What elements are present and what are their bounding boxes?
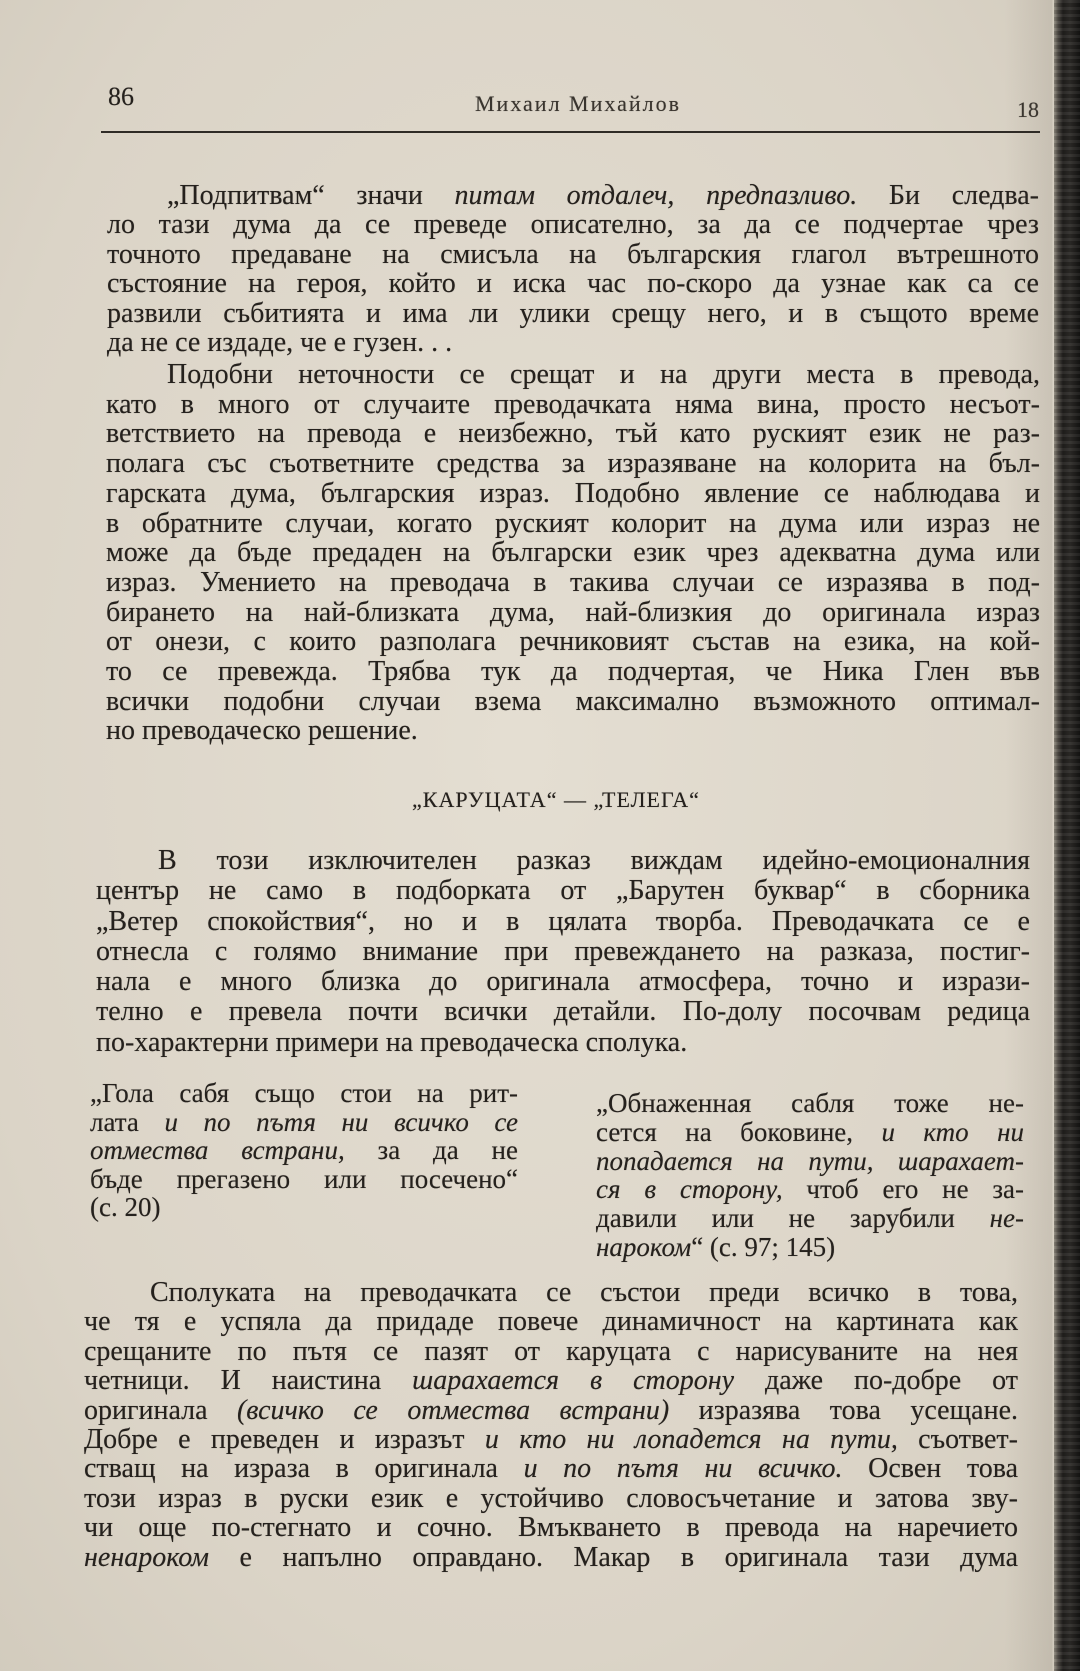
text-run: център не само в подборката от „Барутен буквар“ в сборника (96, 875, 1030, 907)
section-heading: „КАРУЦАТА“ — „ТЕЛЕГА“ (412, 787, 700, 812)
text-run: гарската дума, българския израз. Подобно явление се наблюдава и (106, 477, 1040, 509)
text-run: ло тази дума да се преведе описателно, за да се подчертае чрез (107, 209, 1039, 241)
text-run: но преводаческо решение. (106, 715, 418, 747)
text-run: полага със съответните средства за изразяване на колорита на бъл- (106, 448, 1040, 480)
text-line (84, 1278, 1018, 1307)
text-line (106, 568, 1040, 598)
text-line (96, 967, 1030, 997)
text-line (106, 479, 1040, 509)
text-run: Освен това (842, 1453, 1019, 1485)
quote-translation-column (596, 1089, 1024, 1262)
text-run: Добре е преведен и изразът (84, 1424, 485, 1456)
text-line (596, 1147, 1024, 1176)
text-line (107, 299, 1039, 328)
text-run: да не се издаде, че е гузен. . . (107, 327, 453, 359)
text-line (106, 538, 1040, 568)
text-line (90, 1079, 518, 1108)
text-run: (с. 20) (90, 1192, 161, 1222)
text-run: отнесла с голямо внимание при превеждането на разказа, постиг- (96, 935, 1030, 967)
text-line (106, 657, 1040, 687)
running-head: Михаил Михайлов (474, 91, 681, 116)
text-line (106, 716, 1040, 746)
text-run: даже по-добре от (734, 1365, 1018, 1397)
text-line (107, 210, 1039, 239)
text-run: чтоб его не за- (782, 1174, 1024, 1205)
italic-text: ся в сторону, (596, 1174, 783, 1205)
text-line (106, 598, 1040, 628)
text-line (84, 1543, 1018, 1572)
text-run: “ (с. 97; 145) (691, 1231, 836, 1262)
text-run: четници. И наистина (84, 1365, 413, 1397)
text-line (106, 509, 1040, 539)
italic-text: и кто ни (881, 1116, 1024, 1147)
text-run: бъде прегазено или посечено“ (90, 1163, 518, 1194)
text-line (596, 1118, 1024, 1147)
text-run: съответ- (897, 1424, 1018, 1456)
text-line (96, 937, 1030, 967)
text-run: този израз в руски език е устойчиво словосъчетание и затова зву- (84, 1482, 1018, 1514)
text-line (106, 687, 1040, 717)
text-line (107, 328, 1039, 357)
text-line (107, 269, 1039, 298)
italic-text: ненароком (84, 1541, 210, 1573)
text-line (596, 1175, 1024, 1204)
text-run: е напълно оправдано. Макар в оригинала тази дума (209, 1541, 1018, 1573)
body-paragraph (107, 181, 1039, 357)
italic-text: отмества встрани, (90, 1135, 345, 1165)
text-run: чи още по-стегнато и сочно. Вмъкването в превода на наречието (84, 1512, 1018, 1544)
text-run: изразява това усещане. (669, 1394, 1019, 1426)
text-run: „Обнаженная сабля тоже не- (596, 1088, 1024, 1118)
corner-mark: 18 (1017, 97, 1039, 122)
text-run: оригинала (84, 1394, 237, 1426)
text-run: сется на боковине, (596, 1116, 882, 1147)
text-line (96, 1028, 1030, 1058)
text-run: „Гола сабя също стои на рит- (90, 1078, 518, 1108)
text-run: Би следва- (857, 180, 1039, 211)
text-run: че тя е успяла да придаде повече динамичност на картината как (84, 1306, 1018, 1338)
text-line (106, 360, 1040, 390)
text-run: нала е много близка до оригинала атмосфера, точно и изрази- (96, 966, 1030, 998)
text-line (84, 1307, 1018, 1336)
text-line (90, 1165, 518, 1194)
text-run: за да не (344, 1135, 518, 1165)
text-line (596, 1204, 1024, 1233)
text-run: израз. Умението на преводача в такива случаи се изразява в под- (106, 566, 1040, 598)
text-line (107, 181, 1039, 210)
text-line (596, 1089, 1024, 1118)
header-rule (101, 131, 1040, 133)
text-line (96, 846, 1030, 876)
text-line (90, 1136, 518, 1165)
text-run: всички подобни случаи взема максимално възможното оптимал- (106, 685, 1040, 717)
text-run: Подобни неточности се срещат и на други места в превода, (167, 359, 1040, 390)
italic-text: попадается на пути, шарахает- (596, 1145, 1024, 1176)
text-run: телно е превела почти всички детайли. По-долу посочвам редица (96, 996, 1030, 1028)
text-line (106, 449, 1040, 479)
text-line (84, 1337, 1018, 1366)
text-line (84, 1454, 1018, 1483)
text-line (84, 1396, 1018, 1425)
text-run: може да бъде предаден на български език чрез адекватна дума или (106, 537, 1040, 569)
text-run: В този изключителен разказ виждам идейно-емоционалния (158, 845, 1030, 876)
text-run: в обратните случаи, когато руският колорит на дума или израз не (106, 507, 1040, 539)
text-line (84, 1425, 1018, 1454)
body-paragraph (96, 846, 1030, 1058)
text-run: бирането на най-близката дума, най-близкия до оригинала израз (106, 596, 1040, 628)
text-run: точното предаване на смисъла на българския глагол вътрешното (107, 238, 1039, 270)
text-run: лата (90, 1106, 165, 1137)
body-paragraph (106, 360, 1040, 746)
text-run: състояние на героя, който и иска час по-скоро да узнае как са се (107, 268, 1039, 300)
text-run: давили или не зарубили (596, 1203, 990, 1234)
italic-text: питам отдалеч, предпазливо. (454, 180, 858, 211)
italic-text: шарахается в сторону (412, 1365, 735, 1397)
text-line (84, 1484, 1018, 1513)
text-line (106, 419, 1040, 449)
text-line (90, 1108, 518, 1137)
text-run: „Подпитвам“ значи (167, 180, 455, 211)
text-run: като в много от случаите преводачката няма вина, просто несъот- (106, 388, 1040, 420)
text-run: ветствието на превода е неизбежно, тъй като руският език не раз- (106, 418, 1040, 450)
italic-text: нароком (596, 1231, 692, 1262)
text-line (96, 876, 1030, 906)
text-run: „Ветер спокойствия“, но и в цялата творба. Преводачката се е (96, 905, 1030, 937)
text-line (106, 390, 1040, 420)
text-line (96, 997, 1030, 1027)
text-line (596, 1233, 1024, 1262)
text-line (84, 1513, 1018, 1542)
page-edge-shadow (1054, 0, 1080, 1671)
text-line (96, 907, 1030, 937)
text-run: то се превежда. Трябва тук да подчертая, че Ника Глен във (106, 656, 1040, 688)
text-run: Сполуката на преводачката се състои преди всичко в това, (150, 1277, 1018, 1308)
text-run: развили събитията и има ли улики срещу него, и в същото време (107, 297, 1039, 329)
italic-text: и по пътя ни всичко. (523, 1453, 843, 1485)
body-paragraph (84, 1278, 1018, 1572)
italic-text: и кто ни лопадется на пути, (484, 1424, 898, 1456)
italic-text: и по пътя ни всичко се (164, 1106, 518, 1137)
text-run: срещаните по пътя се пазят от каруцата с нарисуваните на нея (84, 1335, 1018, 1367)
page-number: 86 (108, 82, 134, 111)
text-line (90, 1193, 518, 1222)
text-line (107, 240, 1039, 269)
text-run: стващ на израза в оригинала (84, 1453, 524, 1485)
text-run: по-характерни примери на преводаческа сполука. (96, 1026, 688, 1058)
quote-original-column (90, 1079, 518, 1222)
italic-text: не- (989, 1203, 1024, 1234)
text-line (84, 1366, 1018, 1395)
italic-text: (всичко се отмества встрани) (236, 1394, 670, 1426)
text-line (106, 627, 1040, 657)
text-run: от онези, с които разполага речниковият състав на езика, на кой- (106, 626, 1040, 658)
